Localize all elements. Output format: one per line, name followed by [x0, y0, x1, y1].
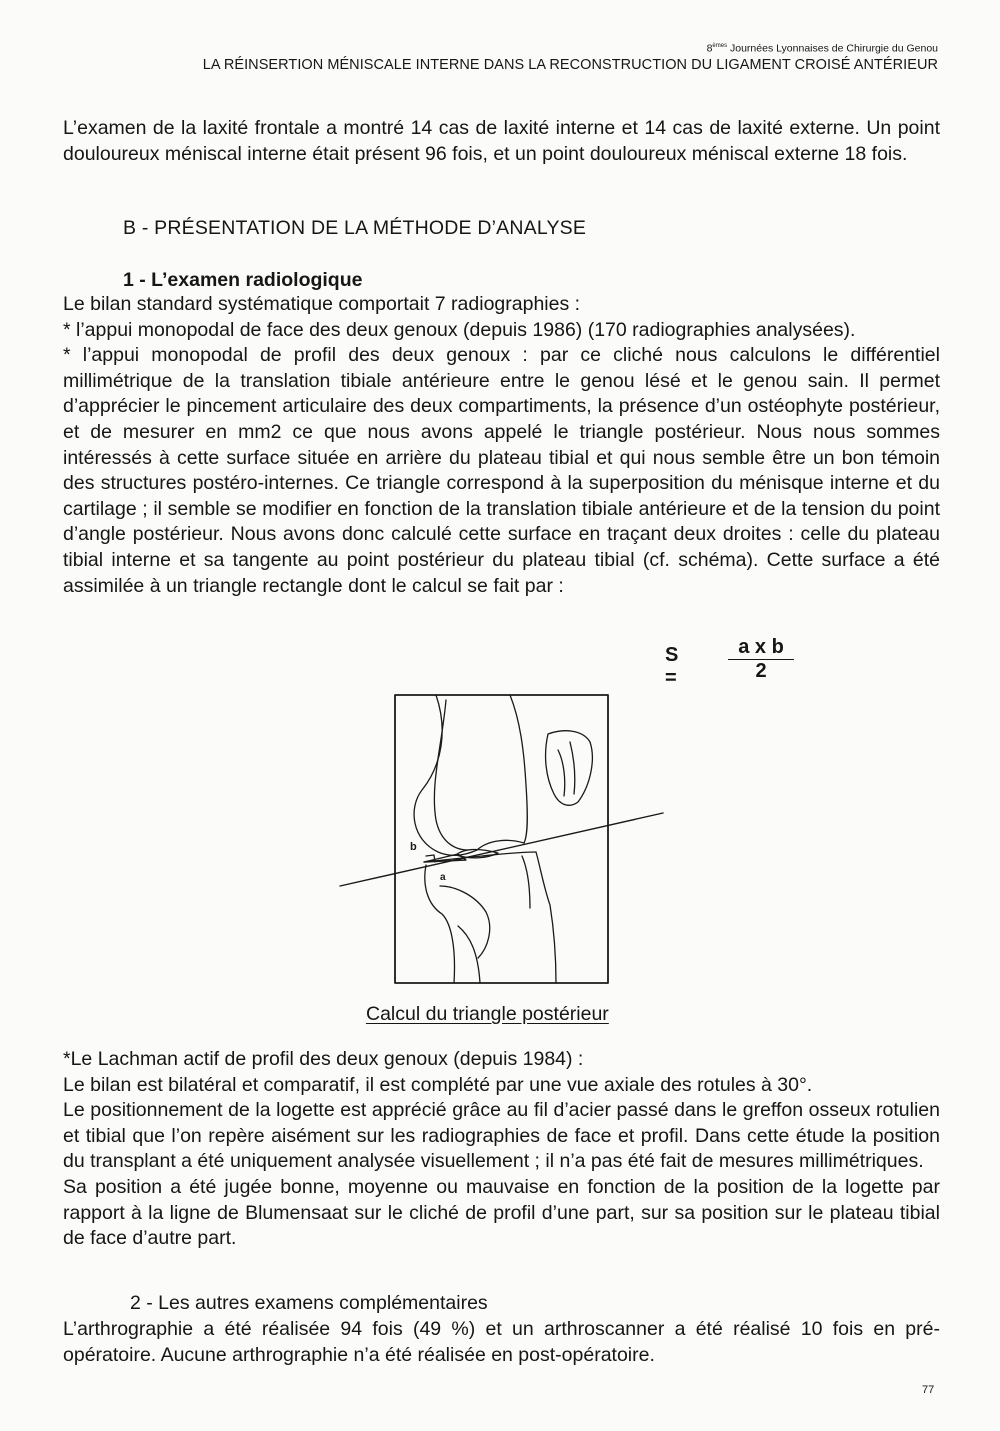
- paragraph: L’examen de la laxité frontale a montré 14 cas de laxité interne et 14 cas de laxité externe. Un point douloureux méniscal interne était présent 96 fois, et un point douloureux méniscal externe 18 fois.: [63, 117, 940, 165]
- figure-caption: Calcul du triangle postérieur: [366, 1003, 609, 1025]
- paragraph: Sa position a été jugée bonne, moyenne ou mauvaise en fonction de la position de la logette par rapport à la ligne de Blumensaat sur le cliché de profil d’une part, sur sa position sur le plateau tibial de face d’autre part.: [63, 1175, 940, 1250]
- page-number: 77: [922, 1384, 935, 1396]
- event-ordinal: 8: [706, 42, 713, 55]
- tibia-anterior-ridge: [522, 856, 530, 908]
- radiology-paragraphs: [63, 292, 940, 599]
- paragraph: Le bilan standard systématique comportait 7 radiographies :: [63, 293, 581, 315]
- label-a: a: [440, 872, 446, 883]
- subsection-2-title: 2 - Les autres examens complémentaires: [130, 1292, 488, 1314]
- tibia-anterior-outline: [536, 852, 556, 983]
- event-line: [203, 38, 938, 57]
- tibia-inner-curve: [458, 926, 480, 983]
- running-header: [203, 38, 938, 73]
- paragraph: * l’appui monopodal de face des deux genoux (depuis 1986) (170 radiographies analysées).: [63, 318, 856, 341]
- formula-denominator: 2: [755, 660, 767, 682]
- event-name: Journées Lyonnaises de Chirurgie du Genou: [730, 42, 938, 55]
- formula-numerator: a x b: [728, 636, 794, 660]
- tibial-plateau-tangent-line: [340, 813, 663, 886]
- paragraph: L’arthrographie a été réalisée 94 fois (49 %) et un arthroscanner a été réalisé 10 fois en pré-opératoire. Aucune arthrographie n’a été réalisée en post-opératoire.: [63, 1318, 940, 1366]
- label-b: b: [410, 841, 417, 853]
- subsection-1-title: 1 - L’examen radiologique: [123, 269, 363, 291]
- other-exams-paragraphs: [63, 1317, 940, 1368]
- section-b-title: B - PRÉSENTATION DE LA MÉTHODE D’ANALYSE: [123, 217, 587, 239]
- figure-frame: [395, 695, 608, 983]
- paragraph: Le bilan est bilatéral et comparatif, il est complété par une vue axiale des rotules à 30°.: [63, 1073, 813, 1096]
- paragraph: * l’appui monopodal de profil des deux genoux : par ce cliché nous calculons le différentiel millimétrique de la translation tibiale antérieure entre le genou lésé et le genou sain. Il permet d’apprécier le pincement articulaire des deux compartiments, la présence d’un ostéophyte postérieur, et de mesurer en mm2 ce que nous avons appelé le triangle postérieur. Nous nous sommes intéressés à cette surface située en arrière du plateau tibial et qui nous semble être un bon témoin des structures postéro-internes. Ce triangle correspond à la superposition du ménisque interne et du cartilage ; il semble se modifier en fonction de la translation tibiale antérieure et de la tension du point d’angle postérieur. Nous avons donc calculé cette surface en traçant deux droites : celle du plateau tibial interne et sa tangente au point postérieur du plateau tibial (cf. schéma). Cette surface a été assimilée à un triangle rectangle dont le calcul se fait par :: [63, 344, 940, 597]
- patella-inner-line: [558, 750, 565, 796]
- patella-outline: [546, 731, 593, 806]
- femur-outline: [414, 695, 524, 855]
- femur-condyle-line: [434, 700, 468, 850]
- paragraph: *Le Lachman actif de profil des deux genoux (depuis 1984) :: [63, 1048, 584, 1070]
- chapter-title: LA RÉINSERTION MÉNISCALE INTERNE DANS LA RECONSTRUCTION DU LIGAMENT CROISÉ ANTÉRIEUR: [202, 56, 938, 73]
- lachman-paragraphs: [63, 1047, 940, 1252]
- intro-paragraphs: [63, 116, 940, 167]
- formula-fraction: [728, 636, 794, 682]
- paragraph: Le positionnement de la logette est apprécié grâce au fil d’acier passé dans le greffon osseux rotulien et tibial que l’on repère aisément sur les radiographies de face et profil. Dans cette étude la position du transplant a été uniquement analysée visuellement ; il n’a pas été fait de mesures millimétriques.: [63, 1099, 940, 1173]
- femur-anterior-outline: [510, 695, 527, 843]
- patella-inner-line-2: [570, 742, 575, 794]
- knee-diagram: [338, 690, 668, 990]
- formula-lhs: S =: [665, 644, 679, 689]
- event-ordinal-suffix: èmes: [712, 43, 728, 49]
